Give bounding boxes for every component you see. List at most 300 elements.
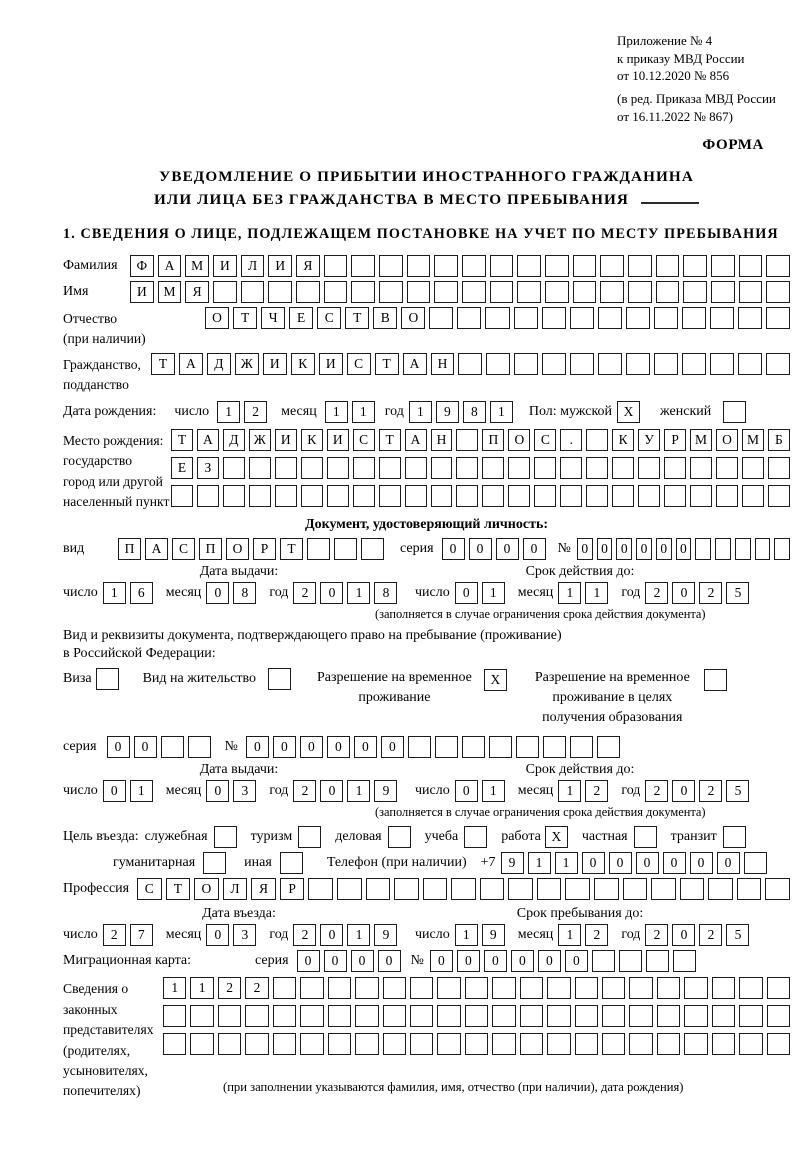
form-cell: 0 — [582, 852, 605, 874]
form-cell — [275, 485, 297, 507]
form-cell — [245, 1005, 268, 1027]
form-cell — [774, 538, 790, 560]
form-cell: А — [179, 353, 203, 375]
form-cell: X — [484, 669, 507, 691]
surname-row — [63, 255, 790, 277]
rvp-valid-day-cells — [455, 780, 509, 802]
month-label: месяц — [517, 927, 554, 943]
year-label: год — [384, 403, 404, 419]
form-cell — [704, 669, 727, 691]
revision-line: от 16.11.2022 № 867) — [617, 108, 734, 124]
form-cell: 1 — [455, 924, 478, 946]
form-cell — [508, 878, 533, 900]
form-cell: 1 — [352, 401, 375, 423]
form-cell — [560, 457, 582, 479]
form-cell — [765, 878, 790, 900]
form-cell — [407, 281, 431, 303]
form-cell — [711, 255, 735, 277]
form-cell: Т — [151, 353, 175, 375]
form-cell — [508, 457, 530, 479]
form-cell — [547, 1005, 570, 1027]
form-cell — [410, 1033, 433, 1055]
form-cell: 0 — [320, 924, 343, 946]
form-cell — [565, 878, 590, 900]
year-label: год — [621, 783, 641, 799]
rep-row3-cells — [163, 1033, 790, 1055]
day-label: число — [63, 584, 98, 600]
form-cell — [742, 485, 764, 507]
form-cell: Р — [280, 878, 305, 900]
appendix-line: Приложение № 4 — [617, 33, 713, 48]
form-cell — [300, 1005, 323, 1027]
form-cell: 6 — [130, 582, 153, 604]
form-cell: А — [145, 538, 168, 560]
residence-permit-checkbox — [268, 668, 295, 690]
doc-issue-year-cells — [293, 582, 401, 604]
form-cell — [214, 826, 237, 848]
form-cell — [410, 1005, 433, 1027]
form-cell — [383, 1033, 406, 1055]
form-cell: 1 — [555, 852, 578, 874]
form-cell: 2 — [699, 924, 722, 946]
day-label: число — [63, 783, 98, 799]
form-cell: 1 — [347, 924, 370, 946]
form-cell — [223, 485, 245, 507]
patronymic-row — [63, 307, 790, 347]
migration-card-row — [63, 950, 790, 972]
form-cell: З — [197, 457, 219, 479]
rvp-issue-year-cells — [293, 780, 401, 802]
form-cell: А — [197, 429, 219, 451]
form-cell — [710, 307, 734, 329]
form-cell — [197, 485, 219, 507]
form-cell: 3 — [233, 780, 256, 802]
mig-series-label: серия — [255, 953, 289, 969]
form-cell — [394, 878, 419, 900]
form-cell — [586, 485, 608, 507]
form-cell — [716, 485, 738, 507]
resident-doc-options — [63, 668, 790, 729]
rvp-issue-date-col — [63, 762, 415, 820]
form-cell: 1 — [558, 780, 581, 802]
stay-day-cells — [455, 924, 509, 946]
form-cell: У — [638, 429, 660, 451]
representatives-label: Сведения о законных представителях (родителях, усыновителях, попечителях) — [63, 981, 154, 1099]
form-cell: М — [690, 429, 712, 451]
doc-kind-label: вид — [63, 540, 85, 556]
form-cell — [664, 485, 686, 507]
form-cell — [431, 457, 453, 479]
form-cell — [739, 281, 763, 303]
revision-line: (в ред. Приказа МВД России — [617, 91, 776, 107]
purpose-transit-label: транзит — [670, 829, 717, 845]
form-cell — [516, 736, 539, 758]
form-cell — [328, 1033, 351, 1055]
appendix-line: к приказу МВД России — [617, 50, 745, 66]
entry-day-cells — [103, 924, 157, 946]
form-cell — [739, 977, 762, 999]
form-cell — [508, 485, 530, 507]
form-cell — [545, 255, 569, 277]
form-cell: 0 — [672, 924, 695, 946]
form-cell — [629, 1005, 652, 1027]
appendix-reference — [617, 32, 790, 125]
form-cell — [462, 736, 485, 758]
form-cell: 0 — [324, 950, 347, 972]
rvp-valid-year-cells — [645, 780, 753, 802]
name-row — [63, 281, 790, 303]
entry-purpose-label: Цель въезда: — [63, 829, 139, 845]
form-cell: 0 — [455, 780, 478, 802]
name-cells — [130, 281, 790, 303]
form-cell: 0 — [320, 780, 343, 802]
form-cell: Я — [251, 878, 276, 900]
valid-note: (заполняется в случае ограничения срока действия документа) — [375, 606, 706, 621]
purpose-transit-checkbox — [723, 826, 750, 848]
patronymic-cells — [205, 307, 790, 329]
form-cell — [612, 457, 634, 479]
form-cell — [249, 457, 271, 479]
form-cell: Л — [223, 878, 248, 900]
form-cell: 0 — [273, 736, 296, 758]
form-cell — [575, 1005, 598, 1027]
form-cell — [600, 255, 624, 277]
form-cell — [190, 1005, 213, 1027]
form-cell: 0 — [206, 582, 229, 604]
form-cell — [388, 826, 411, 848]
entry-month-cells — [206, 924, 260, 946]
purpose-private-label: частная — [581, 829, 628, 845]
doc-issue-date-col — [63, 564, 415, 622]
purpose-study-label: учеба — [424, 829, 459, 845]
form-cell: 0 — [636, 538, 652, 560]
form-cell — [520, 1033, 543, 1055]
form-cell — [543, 736, 566, 758]
representatives-cells — [163, 977, 790, 1055]
form-cell — [268, 668, 291, 690]
form-cell: 5 — [726, 582, 749, 604]
form-cell: Е — [289, 307, 313, 329]
doc-valid-year-cells — [645, 582, 753, 604]
form-cell — [407, 255, 431, 277]
form-cell — [657, 1005, 680, 1027]
form-cell — [673, 950, 696, 972]
rvp-series-cells — [107, 736, 215, 758]
temp-residence-label: Разрешение на временное проживание — [316, 669, 472, 705]
visa-checkbox — [96, 668, 123, 690]
citizenship-label: Гражданство, подданство — [63, 356, 141, 393]
form-cell — [492, 1005, 515, 1027]
form-cell — [464, 826, 487, 848]
form-cell: И — [213, 255, 237, 277]
form-cell — [190, 1033, 213, 1055]
form-cell — [405, 485, 427, 507]
form-cell: 2 — [585, 780, 608, 802]
form-cell: 0 — [103, 780, 126, 802]
form-cell: 1 — [190, 977, 213, 999]
form-cell: 1 — [347, 780, 370, 802]
form-cell — [213, 281, 237, 303]
form-cell — [767, 1005, 790, 1027]
profession-label: Профессия — [63, 881, 130, 897]
form-cell — [429, 307, 453, 329]
form-cell — [646, 950, 669, 972]
form-cell — [492, 1033, 515, 1055]
doc-number-cells — [577, 538, 790, 560]
purpose-official-checkbox — [214, 826, 241, 848]
form-cell: 0 — [246, 736, 269, 758]
form-cell — [366, 878, 391, 900]
form-cell — [218, 1033, 241, 1055]
form-cell — [327, 457, 349, 479]
form-cell: 0 — [538, 950, 561, 972]
form-cell — [485, 307, 509, 329]
form-cell — [684, 1005, 707, 1027]
purpose-tourism-label: туризм — [250, 829, 293, 845]
form-cell — [612, 485, 634, 507]
form-cell — [437, 1005, 460, 1027]
form-cell — [723, 826, 746, 848]
form-cell: Д — [223, 429, 245, 451]
form-cell: 1 — [163, 977, 186, 999]
form-cell — [715, 538, 731, 560]
birthplace-label: Место рождения: государство город или другой населенный пункт — [63, 432, 170, 510]
form-cell — [296, 281, 320, 303]
temp-residence-edu-label: Разрешение на временное проживание в целях получения образования — [534, 669, 690, 726]
form-cell — [517, 255, 541, 277]
form-cell: 0 — [496, 538, 519, 560]
form-cell: 0 — [351, 950, 374, 972]
form-cell — [626, 353, 650, 375]
form-cell — [351, 255, 375, 277]
form-cell: 1 — [409, 401, 432, 423]
form-cell — [657, 977, 680, 999]
doc-series-cells — [442, 538, 550, 560]
form-cell — [223, 457, 245, 479]
form-cell — [520, 1005, 543, 1027]
form-cell — [492, 977, 515, 999]
form-cell: 2 — [645, 924, 668, 946]
form-cell: С — [172, 538, 195, 560]
form-cell — [602, 1005, 625, 1027]
form-cell — [334, 538, 357, 560]
form-cell — [542, 307, 566, 329]
form-cell — [537, 878, 562, 900]
form-cell — [534, 457, 556, 479]
sex-male-checkbox — [617, 401, 644, 423]
name-label: Имя — [63, 283, 89, 299]
form-cell: А — [405, 429, 427, 451]
form-cell: X — [617, 401, 640, 423]
form-cell — [710, 353, 734, 375]
form-cell — [739, 255, 763, 277]
form-cell: 9 — [436, 401, 459, 423]
form-cell: Я — [296, 255, 320, 277]
form-cell — [766, 281, 790, 303]
day-label: число — [415, 584, 450, 600]
month-label: месяц — [517, 584, 554, 600]
form-cell: 0 — [442, 538, 465, 560]
year-label: год — [269, 584, 289, 600]
form-cell: И — [263, 353, 287, 375]
birthplace-row1-cells — [171, 429, 790, 451]
stay-until-col — [415, 906, 790, 946]
form-cell: 0 — [616, 538, 632, 560]
year-label: год — [621, 927, 641, 943]
form-cell — [594, 878, 619, 900]
form-cell: И — [268, 255, 292, 277]
form-cell — [218, 1005, 241, 1027]
form-cell — [379, 255, 403, 277]
doc-number-label: № — [557, 540, 571, 556]
doc-kind-row — [63, 538, 790, 560]
form-cell: 0 — [523, 538, 546, 560]
stay-year-cells — [645, 924, 753, 946]
purpose-other-checkbox — [280, 852, 307, 874]
mig-number-cells — [430, 950, 700, 972]
form-cell: М — [185, 255, 209, 277]
form-cell — [465, 1033, 488, 1055]
doc-issue-month-cells — [206, 582, 260, 604]
form-cell — [383, 977, 406, 999]
month-label: месяц — [517, 783, 554, 799]
doc-kind-cells — [118, 538, 388, 560]
form-cell: Т — [345, 307, 369, 329]
birthdate-row — [63, 401, 790, 423]
form-cell: Н — [431, 353, 455, 375]
form-cell: 1 — [347, 582, 370, 604]
rvp-issue-month-cells — [206, 780, 260, 802]
form-cell — [626, 307, 650, 329]
form-cell — [307, 538, 330, 560]
form-cell: 0 — [676, 538, 692, 560]
form-cell — [456, 429, 478, 451]
form-cell: И — [130, 281, 154, 303]
sex-male-label: Пол: мужской — [528, 403, 613, 419]
form-cell: Р — [664, 429, 686, 451]
form-cell — [163, 1005, 186, 1027]
form-cell: Т — [233, 307, 257, 329]
form-cell — [355, 977, 378, 999]
form-cell — [324, 281, 348, 303]
form-cell: С — [534, 429, 556, 451]
form-cell — [712, 977, 735, 999]
purpose-humanitarian-checkbox — [203, 852, 230, 874]
form-cell — [602, 1033, 625, 1055]
form-cell: 0 — [107, 736, 130, 758]
profession-cells — [137, 878, 790, 900]
form-cell: Н — [431, 429, 453, 451]
form-cell: О — [226, 538, 249, 560]
form-cell: 0 — [378, 950, 401, 972]
form-cell — [268, 281, 292, 303]
rep-row2-cells — [163, 1005, 790, 1027]
form-cell — [465, 1005, 488, 1027]
form-cell — [351, 281, 375, 303]
form-cell — [766, 353, 790, 375]
doc-valid-month-cells — [558, 582, 612, 604]
form-cell: Ф — [130, 255, 154, 277]
section1-title: 1. СВЕДЕНИЯ О ЛИЦЕ, ПОДЛЕЖАЩЕМ ПОСТАНОВКЕ НА УЧЕТ ПО МЕСТУ ПРЕБЫВАНИЯ — [63, 225, 779, 242]
form-cell: 0 — [327, 736, 350, 758]
purpose-business-label: деловая — [335, 829, 382, 845]
form-cell — [768, 457, 790, 479]
form-cell: 2 — [699, 780, 722, 802]
temp-residence-edu-checkbox — [704, 669, 731, 691]
form-cell: С — [353, 429, 375, 451]
form-cell: 0 — [455, 582, 478, 604]
temp-residence-checkbox — [484, 669, 511, 691]
form-cell — [534, 485, 556, 507]
form-cell: Б — [768, 429, 790, 451]
month-label: месяц — [165, 783, 202, 799]
form-cell: С — [347, 353, 371, 375]
form-cell — [434, 255, 458, 277]
form-cell — [684, 977, 707, 999]
form-cell — [629, 1033, 652, 1055]
form-cell — [683, 281, 707, 303]
form-cell — [545, 281, 569, 303]
form-cell — [300, 977, 323, 999]
title-blank-underline — [641, 190, 699, 204]
form-cell: 0 — [577, 538, 593, 560]
form-cell: 9 — [374, 780, 397, 802]
form-cell: О — [716, 429, 738, 451]
form-cell — [517, 281, 541, 303]
stay-month-cells — [558, 924, 612, 946]
form-cell — [353, 457, 375, 479]
form-cell: К — [612, 429, 634, 451]
year-label: год — [269, 927, 289, 943]
entry-purpose-row — [63, 826, 790, 848]
form-cell: 0 — [663, 852, 686, 874]
form-cell: О — [401, 307, 425, 329]
form-cell — [573, 281, 597, 303]
form-cell: 5 — [726, 780, 749, 802]
form-cell: 0 — [597, 538, 613, 560]
form-cell: 0 — [457, 950, 480, 972]
form-cell: 3 — [233, 924, 256, 946]
form-cell — [490, 255, 514, 277]
form-cell: 0 — [511, 950, 534, 972]
birth-year-cells — [409, 401, 517, 423]
form-cell — [628, 281, 652, 303]
form-cell: 1 — [490, 401, 513, 423]
form-cell — [328, 1005, 351, 1027]
form-cell: 9 — [374, 924, 397, 946]
form-cell — [755, 538, 771, 560]
form-cell: 0 — [672, 780, 695, 802]
form-cell — [456, 485, 478, 507]
form-cell — [300, 1033, 323, 1055]
form-cell: 8 — [233, 582, 256, 604]
representatives-note: (при заполнении указываются фамилия, имя, отчество (при наличии), дата рождения) — [223, 1079, 684, 1094]
form-cell — [723, 401, 746, 423]
stay-until-heading: Срок пребывания до: — [516, 906, 644, 922]
form-cell — [410, 977, 433, 999]
birth-month-cells — [325, 401, 379, 423]
rvp-number-label: № — [224, 739, 238, 755]
form-cell — [482, 485, 504, 507]
form-cell: В — [373, 307, 397, 329]
entry-date-heading: Дата въезда: — [202, 906, 276, 922]
rvp-number-cells — [246, 736, 624, 758]
form-cell — [680, 878, 705, 900]
form-cell — [337, 878, 362, 900]
year-label: год — [269, 783, 289, 799]
form-cell: 0 — [565, 950, 588, 972]
form-cell — [437, 977, 460, 999]
